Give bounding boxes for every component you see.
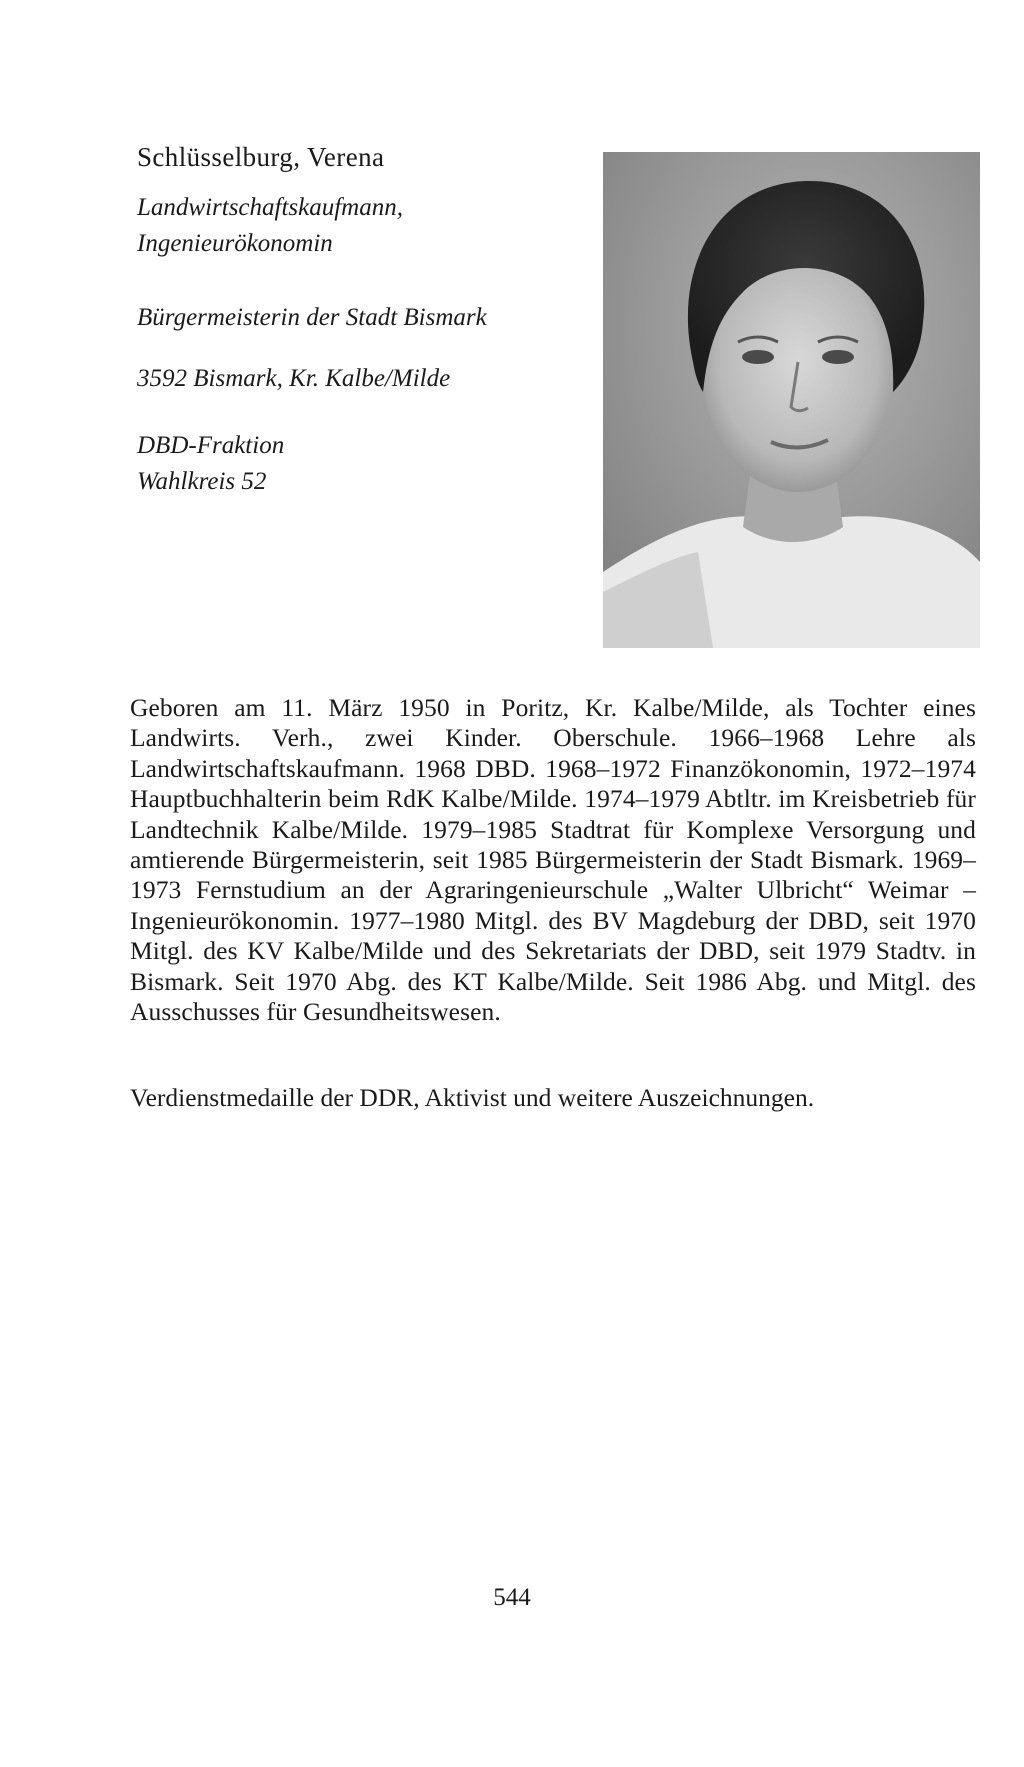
biography: Geboren am 11. März 1950 in Poritz, Kr. Kalbe/Milde, als Tochter eines Landwirts. Verh., zwei Kinder. Oberschule. 1966–1968 Lehre als Landwirtschaftskaufmann. 1968 DBD. 1968–1972 Finanzökonomin, 1972–1974 Hauptbuchhalterin beim RdK Kalbe/Milde. 1974–1979 Abtltr. im Kreisbetrieb für Landtechnik Kalbe/Milde. 1979–1985 Stadtrat für Komplexe Versorgung und amtierende Bürgermeisterin, seit 1985 Bürgermeisterin der Stadt Bismark. 1969–1973 Fernstudium an der Agraringenieurschule „Walter Ulbricht“ Weimar – Ingenieurökonomin. 1977–1980 Mitgl. des BV Magdeburg der DBD, seit 1970 Mitgl. des KV Kalbe/Milde und des Sekretariats der DBD, seit 1979 Stadtv. in Bismark. Seit 1970 Abg. des KT Kalbe/Milde. Seit 1986 Abg. und Mitgl. des Ausschusses für Gesundheitswesen. xyxy=(130,693,976,1027)
portrait-photo xyxy=(603,152,980,648)
awards: Verdienstmedaille der DDR, Aktivist und weitere Auszeichnungen. xyxy=(130,1083,815,1112)
profession xyxy=(137,190,403,262)
person-name: Schlüsselburg, Verena xyxy=(137,142,385,172)
portrait-image xyxy=(603,152,980,648)
office: Bürgermeisterin der Stadt Bismark xyxy=(137,304,487,331)
page-number: 544 xyxy=(493,1584,531,1611)
party-fraction xyxy=(137,428,284,500)
fraction-label: DBD-Fraktion xyxy=(137,432,285,459)
profession-line-1: Landwirtschaftskaufmann, xyxy=(137,194,403,221)
constituency-label: Wahlkreis 52 xyxy=(137,468,267,495)
address: 3592 Bismark, Kr. Kalbe/Milde xyxy=(137,365,451,392)
profession-line-2: Ingenieurökonomin xyxy=(137,230,333,257)
